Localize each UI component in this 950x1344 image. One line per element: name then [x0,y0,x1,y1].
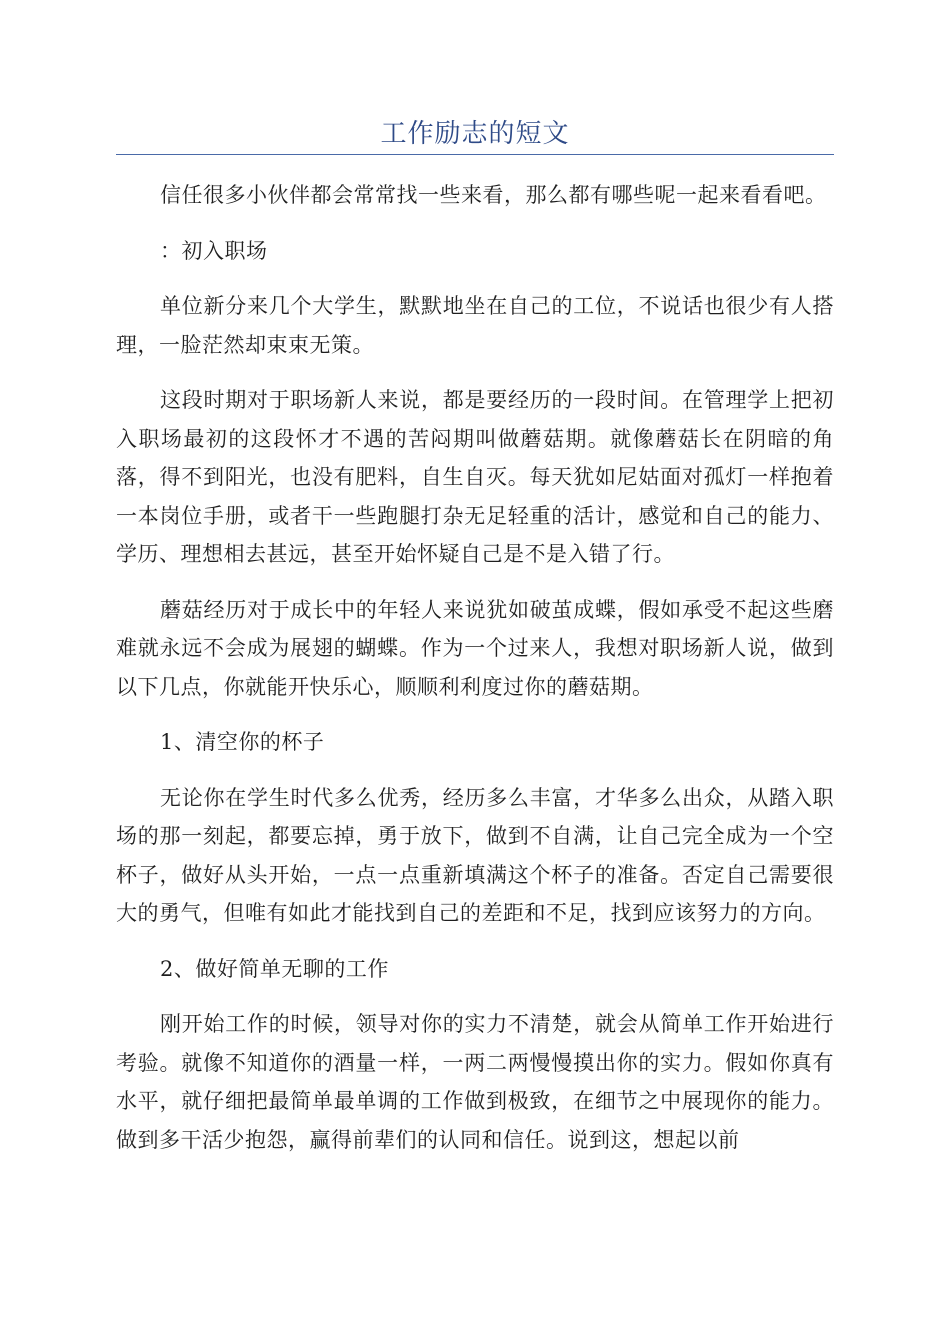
paragraph: 无论你在学生时代多么优秀，经历多么丰富，才华多么出众，从踏入职场的那一刻起，都要忘掉，勇于放下，做到不自满，让自己完全成为一个空杯子，做好从头开始，一点一点重新填满这个杯子的准备。否定自己需要很大的勇气，但唯有如此才能找到自己的差距和不足，找到应该努力的方向。 [116,785,834,925]
document-body [116,176,834,1176]
paragraph: 单位新分来几个大学生，默默地坐在自己的工位，不说话也很少有人搭理，一脸茫然却束束无策。 [116,294,834,357]
paragraph: 刚开始工作的时候，领导对你的实力不清楚，就会从简单工作开始进行考验。就像不知道你的酒量一样，一两二两慢慢摸出你的实力。假如你真有水平，就仔细把最简单最单调的工作做到极致，在细节之中展现你的能力。做到多干活少抱怨，赢得前辈们的认同和信任。说到这，想起以前 [116,1012,834,1152]
section-heading-entering-workplace: ：初入职场 [160,238,268,263]
document-title: 工作励志的短文 [380,119,570,149]
list-heading-empty-cup: 1、清空你的杯子 [160,730,325,754]
paragraph-intro: 信任很多小伙伴都会常常找一些来看，那么都有哪些呢一起来看看吧。 [160,183,827,207]
list-heading-simple-work: 2、做好简单无聊的工作 [160,956,389,981]
paragraph: 蘑菇经历对于成长中的年轻人来说犹如破茧成蝶，假如承受不起这些磨难就永远不会成为展翅的蝴蝶。作为一个过来人，我想对职场新人说，做到以下几点，你就能开快乐心，顺顺利利度过你的蘑菇期。 [116,597,834,699]
title-underline [116,154,834,155]
paragraph: 这段时期对于职场新人来说，都是要经历的一段时间。在管理学上把初入职场最初的这段怀才不遇的苦闷期叫做蘑菇期。就像蘑菇长在阴暗的角落，得不到阳光，也没有肥料，自生自灭。每天犹如尼姑面对孤灯一样抱着一本岗位手册，或者干一些跑腿打杂无足轻重的活计，感觉和自己的能力、学历、理想相去甚远，甚至开始怀疑自己是不是入错了行。 [116,388,834,566]
